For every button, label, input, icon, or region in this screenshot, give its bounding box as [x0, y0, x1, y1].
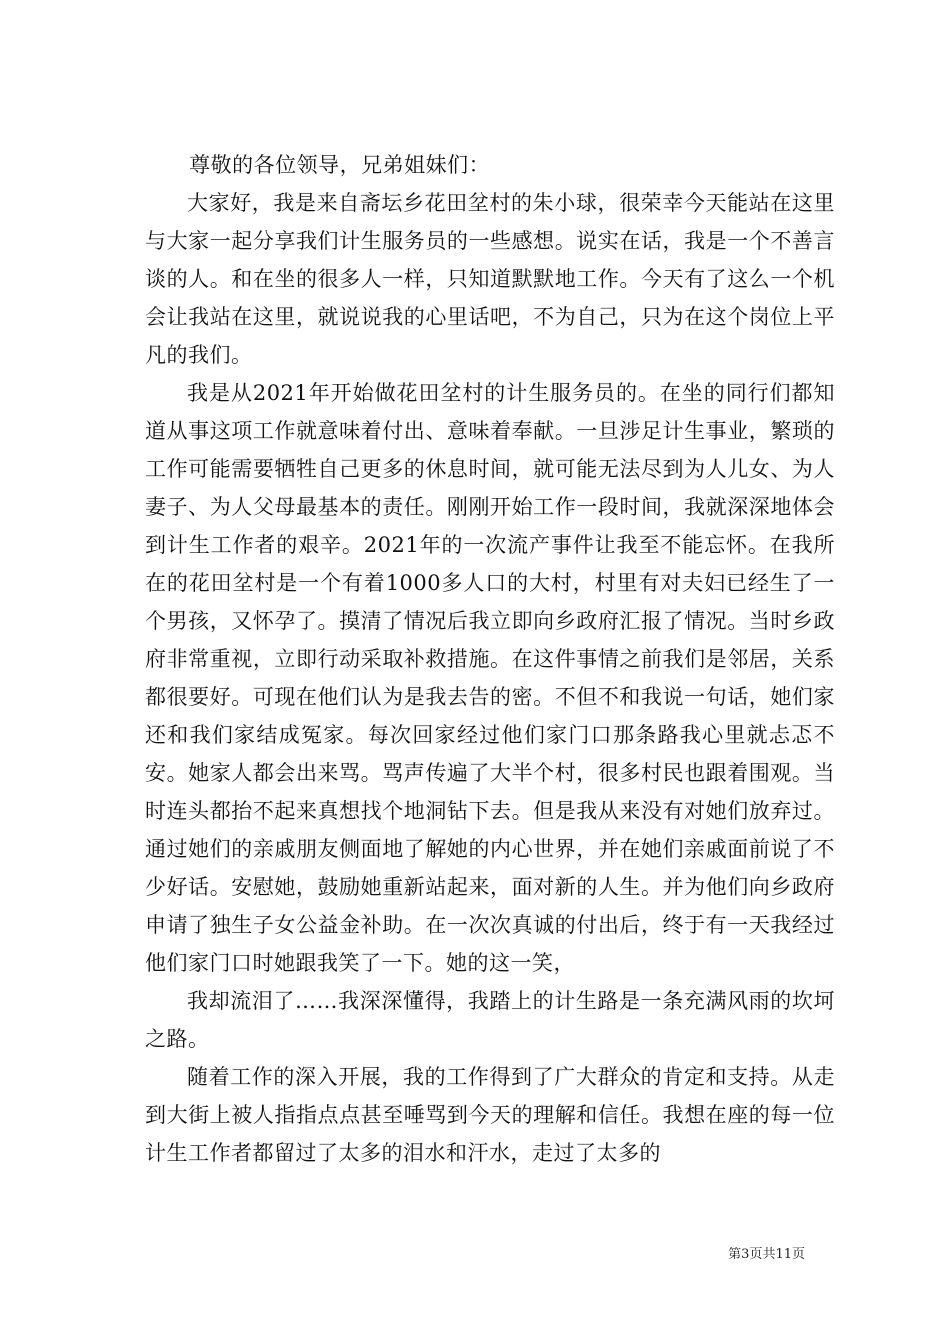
page-number-footer: 第3页共11页 — [728, 1247, 805, 1262]
paragraph-greeting: 大家好，我是来自斋坛乡花田坌村的朱小球，很荣幸今天能站在这里与大家一起分享我们计生服务员的一些感想。说实在话，我是一个不善言谈的人。和在坐的很多人一样，只知道默默地工作。今天有了这么一个机会让我站在这里，就说说我的心里话吧，不为自己，只为在这个岗位上平凡的我们。 — [145, 191, 835, 367]
salutation-paragraph: 尊敬的各位领导，兄弟姐妹们： — [189, 153, 491, 177]
paragraph-story: 我是从2021年开始做花田坌村的计生服务员的。在坐的同行们都知道从事这项工作就意味着付出、意味着奉献。一旦涉足计生事业，繁琐的工作可能需要牺牲自己更多的休息时间，就可能无法尽到为人儿女、为人妻子、为人父母最基本的责任。刚刚开始工作一段时间，我就深深地体会到计生工作者的艰辛。2021年的一次流产事件让我至不能忘怀。在我所在的花田坌村是一个有着1000多人口的大村，村里有对夫妇已经生了一个男孩，又怀孕了。摸清了情况后我立即向乡政府汇报了情况。当时乡政府非常重视，立即行动采取补救措施。在这件事情之前我们是邻居，关系都很要好。可现在他们认为是我去告的密。不但不和我说一句话，她们家还和我们家结成冤家。每次回家经过他们家门口那条路我心里就忐忑不安。她家人都会出来骂。骂声传遍了大半个村，很多村民也跟着围观。当时连头都抬不起来真想找个地洞钻下去。但是我从来没有对她们放弃过。通过她们的亲戚朋友侧面地了解她的内心世界，并在她们亲戚面前说了不少好话。安慰她，鼓励她重新站起来，面对新的人生。并为他们向乡政府申请了独生子女公益金补助。在一次次真诚的付出后，终于有一天我经过他们家门口时她跟我笑了一下。她的这一笑， — [145, 381, 835, 975]
paragraph-progress: 随着工作的深入开展，我的工作得到了广大群众的肯定和支持。从走到大街上被人指指点点甚至唾骂到今天的理解和信任。我想在座的每一位计生工作者都留过了太多的泪水和汗水，走过了太多的 — [145, 1065, 835, 1165]
body-text — [145, 146, 835, 1172]
paragraph-tears: 我却流泪了……我深深懂得，我踏上的计生路是一条充满风雨的坎坷之路。 — [145, 989, 835, 1051]
